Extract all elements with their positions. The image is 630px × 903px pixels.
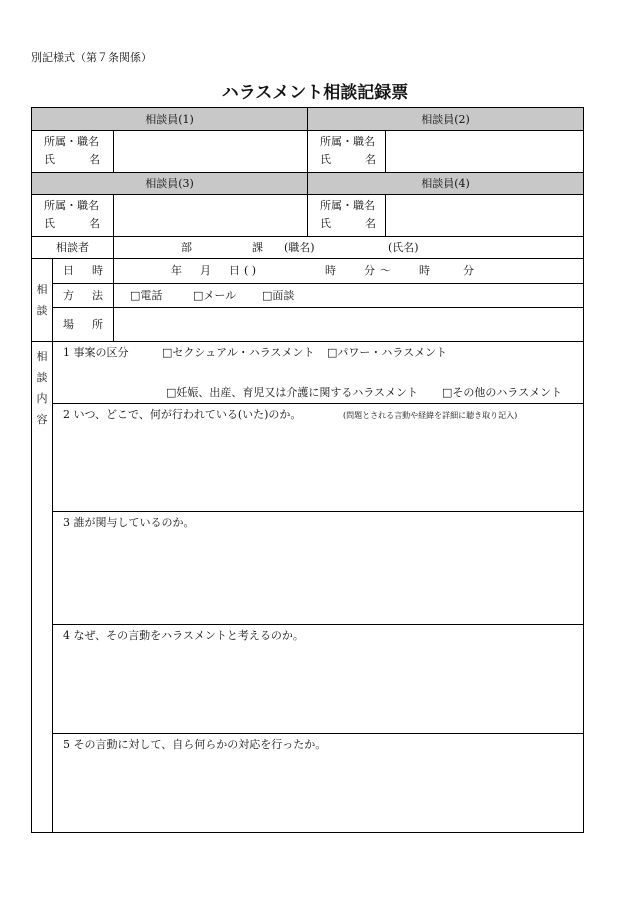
q1-label: 1 事案の区分 xyxy=(63,346,129,359)
consultant-2-label: 相談員(2) xyxy=(421,113,470,126)
consultant-4-label: 相談員(4) xyxy=(421,177,470,190)
hour-start-label: 時 xyxy=(325,264,336,277)
consulter-name-label: (氏名) xyxy=(388,241,419,254)
consultant-3-label: 相談員(3) xyxy=(145,177,194,190)
consultant-3-affiliation-label: 所属・職名 xyxy=(44,199,99,212)
method-phone-checkbox[interactable]: □電話 xyxy=(130,289,163,302)
q4-input[interactable] xyxy=(53,643,583,733)
consultant-2-name-label-b: 名 xyxy=(365,153,376,166)
place-input[interactable] xyxy=(114,308,583,341)
datetime-label-b: 時 xyxy=(92,264,103,277)
q1-other-harassment-checkbox[interactable]: □その他のハラスメント xyxy=(442,386,563,399)
q1-maternity-harassment-checkbox[interactable]: □妊娠、出産、育児又は介護に関するハラスメント xyxy=(166,386,419,399)
consulter-section-label: 課 xyxy=(252,241,263,254)
consultant-1-input[interactable] xyxy=(114,131,307,172)
consultant-4-affiliation-label: 所属・職名 xyxy=(320,199,375,212)
datetime-label-a: 日 xyxy=(63,264,74,277)
consultant-1-name-label-b: 名 xyxy=(89,153,100,166)
side-label-consult: 相 談 xyxy=(36,283,48,317)
place-label-b: 所 xyxy=(92,318,103,331)
method-label-b: 法 xyxy=(92,289,103,302)
consultant-3-name-label-a: 氏 xyxy=(44,217,55,230)
consultant-4-name-label-a: 氏 xyxy=(320,217,331,230)
consultant-3-input[interactable] xyxy=(114,195,307,236)
place-label-a: 場 xyxy=(63,318,74,331)
consulter-position-label: (職名) xyxy=(284,241,315,254)
q3-label: 3 誰が関与しているのか。 xyxy=(63,516,195,529)
q4-label: 4 なぜ、その言動をハラスメントと考えるのか。 xyxy=(63,629,304,642)
minute-start-label: 分 xyxy=(364,264,375,277)
month-label: 月 xyxy=(200,264,211,277)
day-label: 日 xyxy=(229,264,240,277)
q5-label: 5 その言動に対して、自ら何らかの対応を行ったか。 xyxy=(63,738,327,751)
method-email-checkbox[interactable]: □メール xyxy=(193,289,237,302)
range-tilde: ～ xyxy=(380,264,391,277)
q2-note: (問題とされる言動や経緯を詳細に聴き取り記入) xyxy=(343,411,518,420)
form-reference-note: 別記様式（第７条関係） xyxy=(31,51,152,64)
method-label-a: 方 xyxy=(63,289,74,302)
consulter-label: 相談者 xyxy=(56,241,89,254)
consultant-1-label: 相談員(1) xyxy=(145,113,194,126)
hour-end-label: 時 xyxy=(419,264,430,277)
consultant-4-name-label-b: 名 xyxy=(365,217,376,230)
consultant-1-name-label-a: 氏 xyxy=(44,153,55,166)
year-label: 年 xyxy=(171,264,182,277)
q1-power-harassment-checkbox[interactable]: □パワー・ハラスメント xyxy=(327,346,448,359)
weekday-label: ( ) xyxy=(244,264,257,277)
consultant-2-input[interactable] xyxy=(386,131,583,172)
consultant-3-name-label-b: 名 xyxy=(89,217,100,230)
q5-input[interactable] xyxy=(53,752,583,832)
page-title: ハラスメント相談記録票 xyxy=(221,83,409,103)
side-label-content: 相 談 内 容 xyxy=(36,350,48,426)
q1-sexual-harassment-checkbox[interactable]: □セクシュアル・ハラスメント xyxy=(162,346,315,359)
consultant-4-input[interactable] xyxy=(386,195,583,236)
minute-end-label: 分 xyxy=(463,264,474,277)
q3-input[interactable] xyxy=(53,530,583,624)
consultant-2-affiliation-label: 所属・職名 xyxy=(320,135,375,148)
consultant-1-affiliation-label: 所属・職名 xyxy=(44,135,99,148)
q2-input[interactable] xyxy=(53,422,583,511)
method-interview-checkbox[interactable]: □面談 xyxy=(262,289,295,302)
q2-label: 2 いつ、どこで、何が行われている(いた)のか。 xyxy=(63,408,302,421)
consulter-dept-label: 部 xyxy=(181,241,192,254)
consultant-2-name-label-a: 氏 xyxy=(320,153,331,166)
